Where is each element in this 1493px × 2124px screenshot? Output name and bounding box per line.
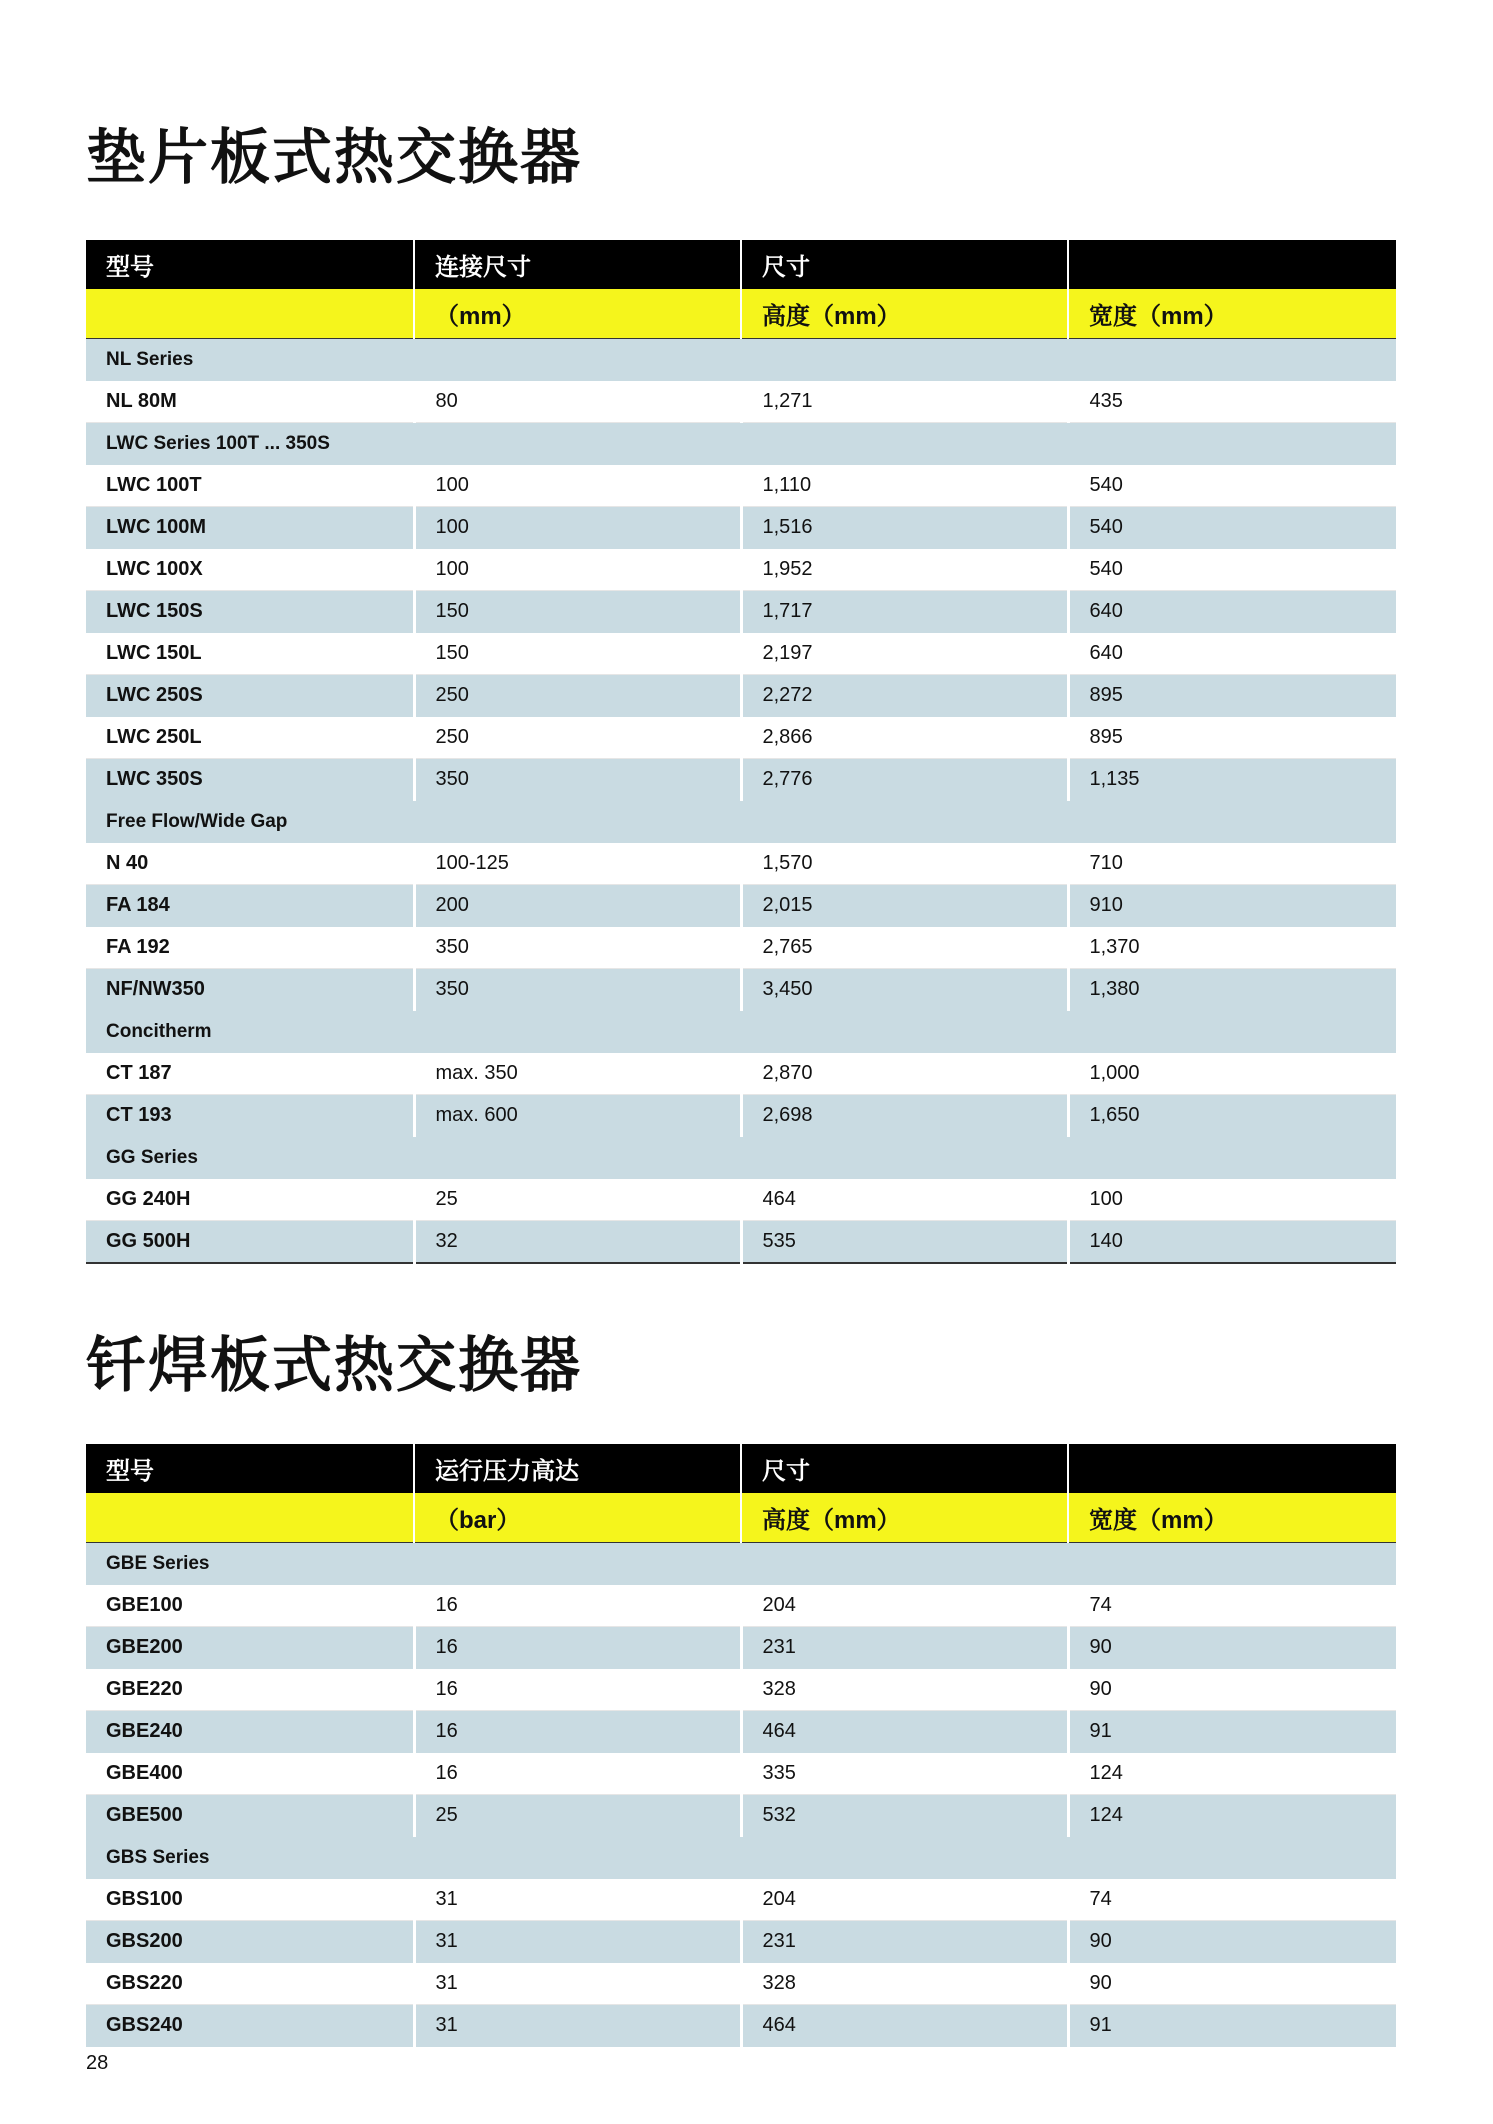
table-cell: 2,866 [741, 717, 1068, 759]
table-cell: GBS200 [86, 1921, 414, 1963]
column-unit [86, 1493, 414, 1543]
column-unit: 高度（mm） [741, 1493, 1068, 1543]
column-unit [86, 289, 414, 339]
table-cell: 31 [414, 1921, 741, 1963]
table-cell: 100 [1068, 1179, 1396, 1221]
table-cell: 1,000 [1068, 1053, 1396, 1095]
table-cell: CT 193 [86, 1095, 414, 1137]
table-cell: GBS240 [86, 2005, 414, 2047]
table-cell: 532 [741, 1795, 1068, 1837]
table-cell: 74 [1068, 1585, 1396, 1627]
table-row [86, 885, 1396, 927]
column-unit: （mm） [414, 289, 741, 339]
table-row [86, 1585, 1396, 1627]
table-cell: N 40 [86, 843, 414, 885]
table-cell: 1,110 [741, 465, 1068, 507]
table-cell: 16 [414, 1585, 741, 1627]
table-cell: 16 [414, 1669, 741, 1711]
table-cell: 91 [1068, 2005, 1396, 2047]
table-cell: 464 [741, 1179, 1068, 1221]
column-header [1068, 1444, 1396, 1493]
table-row [86, 1053, 1396, 1095]
table-cell: 31 [414, 1879, 741, 1921]
table-row [86, 381, 1396, 423]
group-label: GBS Series [86, 1837, 1396, 1880]
unit-row [86, 1493, 1396, 1543]
table-cell: 31 [414, 1963, 741, 2005]
table-cell: 31 [414, 2005, 741, 2047]
table-body [86, 1543, 1396, 2047]
table-cell: 895 [1068, 717, 1396, 759]
table-cell: 1,570 [741, 843, 1068, 885]
column-unit: 高度（mm） [741, 289, 1068, 339]
gasket-plate-table [86, 240, 1396, 1264]
table-cell: 25 [414, 1179, 741, 1221]
column-header [1068, 240, 1396, 289]
table-cell: 2,015 [741, 885, 1068, 927]
table-cell: 435 [1068, 381, 1396, 423]
table-header [86, 1444, 1396, 1543]
table-cell: 1,952 [741, 549, 1068, 591]
table-row [86, 1921, 1396, 1963]
table-cell: 80 [414, 381, 741, 423]
table-cell: 1,135 [1068, 759, 1396, 801]
unit-row [86, 289, 1396, 339]
table-cell: 124 [1068, 1753, 1396, 1795]
header-row [86, 1444, 1396, 1493]
table-cell: 2,197 [741, 633, 1068, 675]
table-cell: 2,765 [741, 927, 1068, 969]
table-row [86, 1221, 1396, 1264]
brazed-plate-table [86, 1444, 1396, 2047]
table-cell: GG 500H [86, 1221, 414, 1264]
group-row [86, 801, 1396, 844]
table-cell: FA 192 [86, 927, 414, 969]
table-cell: 2,272 [741, 675, 1068, 717]
table-cell: 1,650 [1068, 1095, 1396, 1137]
table-row [86, 1753, 1396, 1795]
table-row [86, 1095, 1396, 1137]
table-cell: GBE220 [86, 1669, 414, 1711]
table-cell: 200 [414, 885, 741, 927]
table-cell: 25 [414, 1795, 741, 1837]
table-cell: 1,271 [741, 381, 1068, 423]
table-row [86, 1963, 1396, 2005]
table-cell: 204 [741, 1879, 1068, 1921]
column-header: 型号 [86, 240, 414, 289]
table-cell: 1,516 [741, 507, 1068, 549]
table-cell: GBS220 [86, 1963, 414, 2005]
column-header: 型号 [86, 1444, 414, 1493]
table-cell: 150 [414, 591, 741, 633]
table-cell: LWC 250S [86, 675, 414, 717]
table-cell: 710 [1068, 843, 1396, 885]
table-cell: 540 [1068, 549, 1396, 591]
column-header: 尺寸 [741, 1444, 1068, 1493]
table-cell: 350 [414, 969, 741, 1011]
table-cell: 1,380 [1068, 969, 1396, 1011]
table-cell: 90 [1068, 1669, 1396, 1711]
table-cell: LWC 250L [86, 717, 414, 759]
table-cell: 90 [1068, 1963, 1396, 2005]
table-cell: 3,450 [741, 969, 1068, 1011]
table-cell: FA 184 [86, 885, 414, 927]
table-cell: 464 [741, 1711, 1068, 1753]
table-cell: 91 [1068, 1711, 1396, 1753]
table-cell: 1,370 [1068, 927, 1396, 969]
table-cell: max. 350 [414, 1053, 741, 1095]
table-cell: 910 [1068, 885, 1396, 927]
table-row [86, 1795, 1396, 1837]
table-row [86, 507, 1396, 549]
table-row [86, 969, 1396, 1011]
table-row [86, 1179, 1396, 1221]
table-cell: 640 [1068, 591, 1396, 633]
table-cell: 16 [414, 1711, 741, 1753]
table-cell: GBE200 [86, 1627, 414, 1669]
table-cell: 535 [741, 1221, 1068, 1264]
table-cell: 32 [414, 1221, 741, 1264]
table-cell: 74 [1068, 1879, 1396, 1921]
column-header: 运行压力高达 [414, 1444, 741, 1493]
table-cell: NF/NW350 [86, 969, 414, 1011]
table-cell: 2,698 [741, 1095, 1068, 1137]
table-cell: GBE400 [86, 1753, 414, 1795]
table-row [86, 633, 1396, 675]
table-cell: 90 [1068, 1627, 1396, 1669]
section2-title: 钎焊板式热交换器 [86, 1331, 582, 1401]
table-row [86, 843, 1396, 885]
group-row [86, 1011, 1396, 1054]
group-row [86, 339, 1396, 382]
header-row [86, 240, 1396, 289]
table-row [86, 591, 1396, 633]
table-row [86, 1711, 1396, 1753]
table-cell: 124 [1068, 1795, 1396, 1837]
table-cell: LWC 150S [86, 591, 414, 633]
table-body [86, 339, 1396, 1264]
table-cell: 895 [1068, 675, 1396, 717]
column-unit: 宽度（mm） [1068, 1493, 1396, 1543]
table-cell: 328 [741, 1669, 1068, 1711]
table-cell: 16 [414, 1627, 741, 1669]
group-label: GG Series [86, 1137, 1396, 1180]
column-unit: 宽度（mm） [1068, 289, 1396, 339]
group-label: GBE Series [86, 1543, 1396, 1586]
group-row [86, 1837, 1396, 1880]
group-row [86, 1137, 1396, 1180]
group-label: Free Flow/Wide Gap [86, 801, 1396, 844]
table-cell: LWC 350S [86, 759, 414, 801]
table-row [86, 2005, 1396, 2047]
table-cell: 90 [1068, 1921, 1396, 1963]
table-cell: 140 [1068, 1221, 1396, 1264]
table-cell: 350 [414, 759, 741, 801]
table-cell: GBS100 [86, 1879, 414, 1921]
page-number: 28 [86, 2052, 109, 2074]
table-row [86, 1669, 1396, 1711]
table-cell: 100-125 [414, 843, 741, 885]
table-cell: 100 [414, 507, 741, 549]
table-cell: 204 [741, 1585, 1068, 1627]
table-cell: LWC 100X [86, 549, 414, 591]
table-cell: 2,776 [741, 759, 1068, 801]
column-header: 尺寸 [741, 240, 1068, 289]
group-row [86, 423, 1396, 466]
table-cell: GG 240H [86, 1179, 414, 1221]
table-row [86, 1879, 1396, 1921]
group-label: Concitherm [86, 1011, 1396, 1054]
table-row [86, 927, 1396, 969]
table-cell: 100 [414, 549, 741, 591]
table-row [86, 1627, 1396, 1669]
column-unit: （bar） [414, 1493, 741, 1543]
group-label: LWC Series 100T ... 350S [86, 423, 1396, 466]
table-cell: 540 [1068, 465, 1396, 507]
table-row [86, 549, 1396, 591]
table-row [86, 465, 1396, 507]
table-row [86, 717, 1396, 759]
table-cell: GBE240 [86, 1711, 414, 1753]
table-cell: 640 [1068, 633, 1396, 675]
table-cell: GBE500 [86, 1795, 414, 1837]
table-cell: 540 [1068, 507, 1396, 549]
table-row [86, 759, 1396, 801]
table-row [86, 675, 1396, 717]
table-cell: LWC 100T [86, 465, 414, 507]
group-row [86, 1543, 1396, 1586]
table-cell: GBE100 [86, 1585, 414, 1627]
table-cell: 335 [741, 1753, 1068, 1795]
table-cell: 1,717 [741, 591, 1068, 633]
table-cell: 250 [414, 675, 741, 717]
table-cell: 464 [741, 2005, 1068, 2047]
table-cell: CT 187 [86, 1053, 414, 1095]
table-header [86, 240, 1396, 339]
table-cell: 328 [741, 1963, 1068, 2005]
table-cell: LWC 100M [86, 507, 414, 549]
table-cell: 16 [414, 1753, 741, 1795]
section1-title: 垫片板式热交换器 [86, 123, 582, 193]
table-cell: 231 [741, 1627, 1068, 1669]
table-cell: 2,870 [741, 1053, 1068, 1095]
group-label: NL Series [86, 339, 1396, 382]
table-cell: NL 80M [86, 381, 414, 423]
table-cell: 250 [414, 717, 741, 759]
table-cell: LWC 150L [86, 633, 414, 675]
table-cell: max. 600 [414, 1095, 741, 1137]
table-cell: 231 [741, 1921, 1068, 1963]
column-header: 连接尺寸 [414, 240, 741, 289]
table-cell: 350 [414, 927, 741, 969]
table-cell: 100 [414, 465, 741, 507]
table-cell: 150 [414, 633, 741, 675]
